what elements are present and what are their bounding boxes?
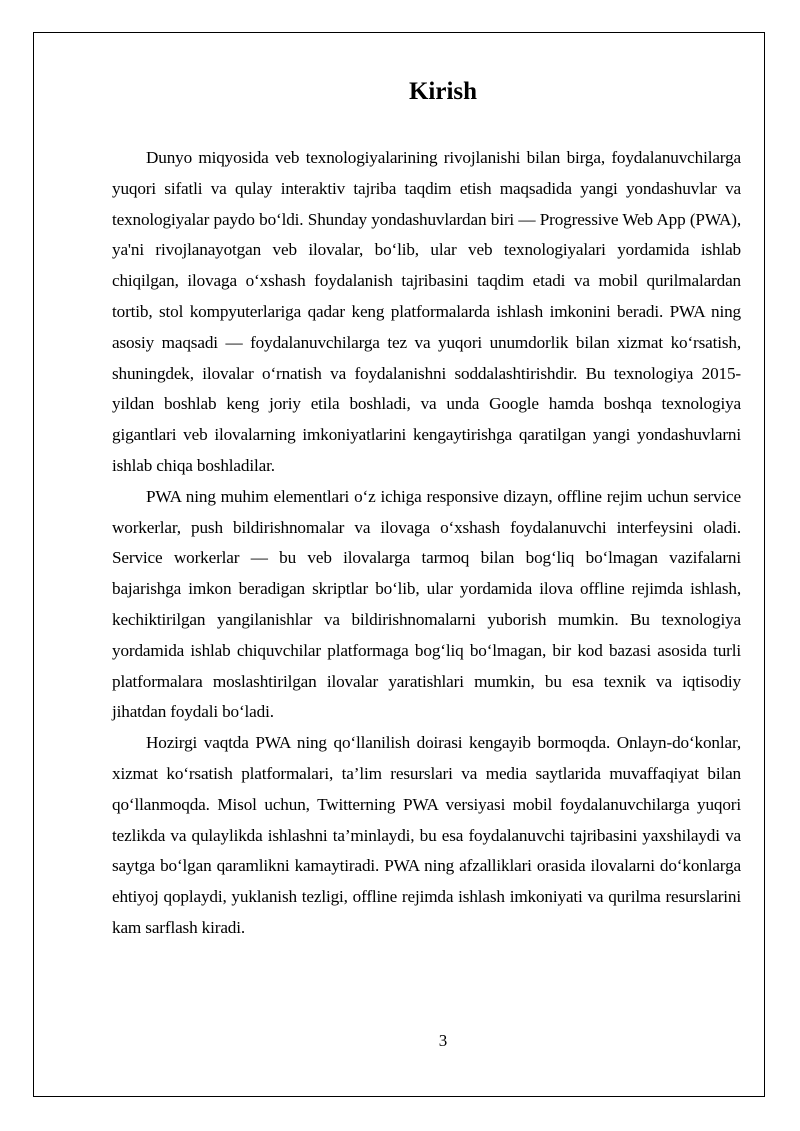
paragraph-1: Dunyo miqyosida veb texnologiyalarining rivojlanishi bilan birga, foydalanuvchilarga yuqori sifatli va qulay interaktiv tajriba taqdim etish maqsadida yangi yondashuvlar va texnologiyalar paydo bo‘ldi. Shunday yondashuvlardan biri — Progressive Web App (PWA), ya'ni rivojlanayotgan veb ilovalar, bo‘lib, ular veb texnologiyalari yordamida ishlab chiqilgan, ilovaga o‘xshash foydalanish tajribasini taqdim etadi va mobil qurilmalardan tortib, stol kompyuterlariga qadar keng platformalarda ishlash imkonini beradi. PWA ning asosiy maqsadi — foydalanuvchilarga tez va yuqori unumdorlik bilan xizmat ko‘rsatish, shuningdek, ilovalar o‘rnatish va foydalanishni soddalashtirishdir. Bu texnologiya 2015-yildan boshlab keng joriy etila boshladi, va unda Google hamda boshqa texnologiya gigantlari veb ilovalarning imkoniyatlarini kengaytirishga qaratilgan yangi yondashuvlarni ishlab chiqa boshladilar. bbox=[112, 148, 741, 475]
paragraph-2: PWA ning muhim elementlari o‘z ichiga responsive dizayn, offline rejim uchun service workerlar, push bildirishnomalar va ilovaga o‘xshash foydalanuvchi interfeysini oladi. Service workerlar — bu veb ilovalarga tarmoq bilan bog‘liq bo‘lmagan vazifalarni bajarishga imkon beradigan skriptlar bo‘lib, ular yordamida ilova offline rejimda ishlash, kechiktirilgan yangilanishlar va bildirishnomalarni yuborish mumkin. Bu texnologiya yordamida ishlab chiquvchilar platformaga bog‘liq bo‘lmagan, bir kod bazasi asosida turli platformalara moslashtirilgan ilovalar yaratishlari mumkin, bu esa texnik va iqtisodiy jihatdan foydali bo‘ladi. bbox=[112, 486, 741, 722]
paragraph-3: Hozirgi vaqtda PWA ning qo‘llanilish doirasi kengayib bormoqda. Onlayn-do‘konlar, xizmat ko‘rsatish platformalari, ta’lim resurslari va media saytlarida muvaffaqiyat bilan qo‘llanmoqda. Misol uchun, Twitterning PWA versiyasi mobil foydalanuvchilarga yuqori tezlikda va qulaylikda ishlashni ta’minlaydi, bu esa foydalanuvchi tajribasini yaxshilaydi va saytga bo‘lgan qaramlikni kamaytiradi. PWA ning afzalliklari orasida ilovalarni do‘konlarga ehtiyoj qoplaydi, yuklanish tezligi, offline rejimda ishlash imkoniyati va qurilma resurslarini kam sarflash kiradi. bbox=[112, 733, 741, 937]
body-text bbox=[112, 143, 741, 944]
page-number: 3 bbox=[438, 1031, 448, 1050]
page-title: Kirish bbox=[408, 78, 478, 105]
